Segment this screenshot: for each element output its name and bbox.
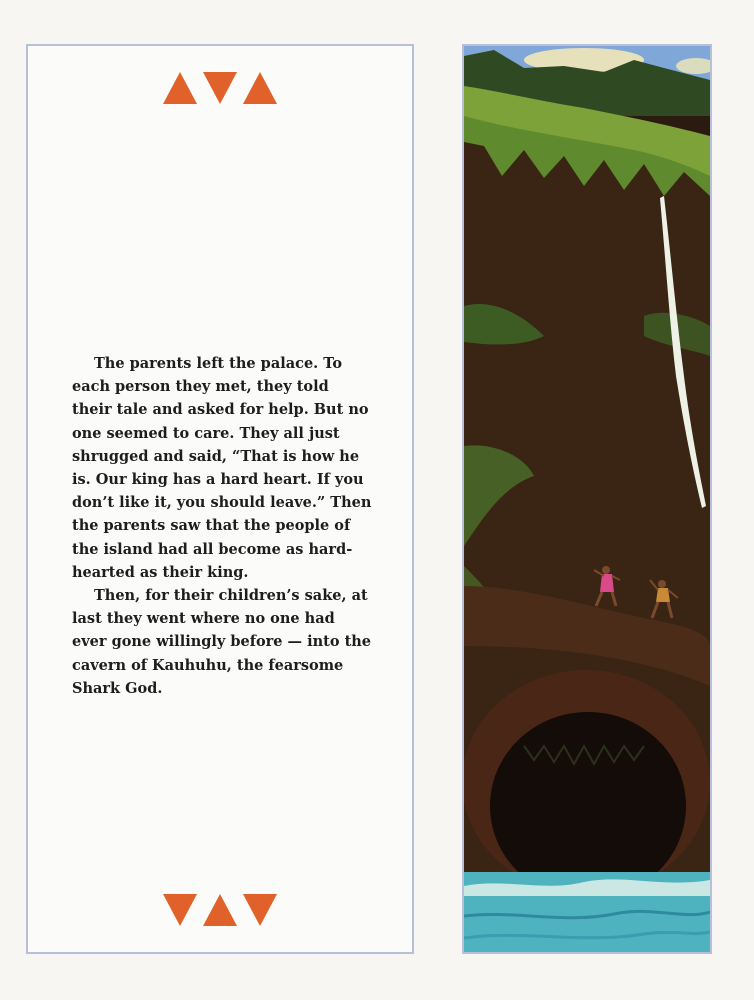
story-paragraph-2: Then, for their children’s sake, at last they went where no one had ever gone willingly before — into the cavern of Kauhuhu, the fearsome Shark God. (72, 587, 372, 697)
cave-opening (490, 712, 686, 900)
triangle-down-icon (203, 72, 237, 104)
triangle-up-icon (163, 72, 197, 104)
illustration-panel (462, 44, 712, 954)
story-text (72, 352, 372, 700)
triangle-up-icon (203, 894, 237, 926)
triangle-up-icon (243, 72, 277, 104)
bottom-ornament (28, 894, 412, 926)
text-panel (26, 44, 414, 954)
top-ornament (28, 72, 412, 104)
triangle-down-icon (243, 894, 277, 926)
cliff-cave-illustration (464, 46, 710, 952)
triangle-down-icon (163, 894, 197, 926)
story-paragraph-1: The parents left the palace. To each person they met, they told their tale and asked for help. But no one seemed to care. They all just shrugged and said, “That is how he is. Our king has a hard heart. If you don’t like it, you should leave.” Then the parents saw that the people of the island had all become as hard-hearted as their king. (72, 355, 372, 581)
